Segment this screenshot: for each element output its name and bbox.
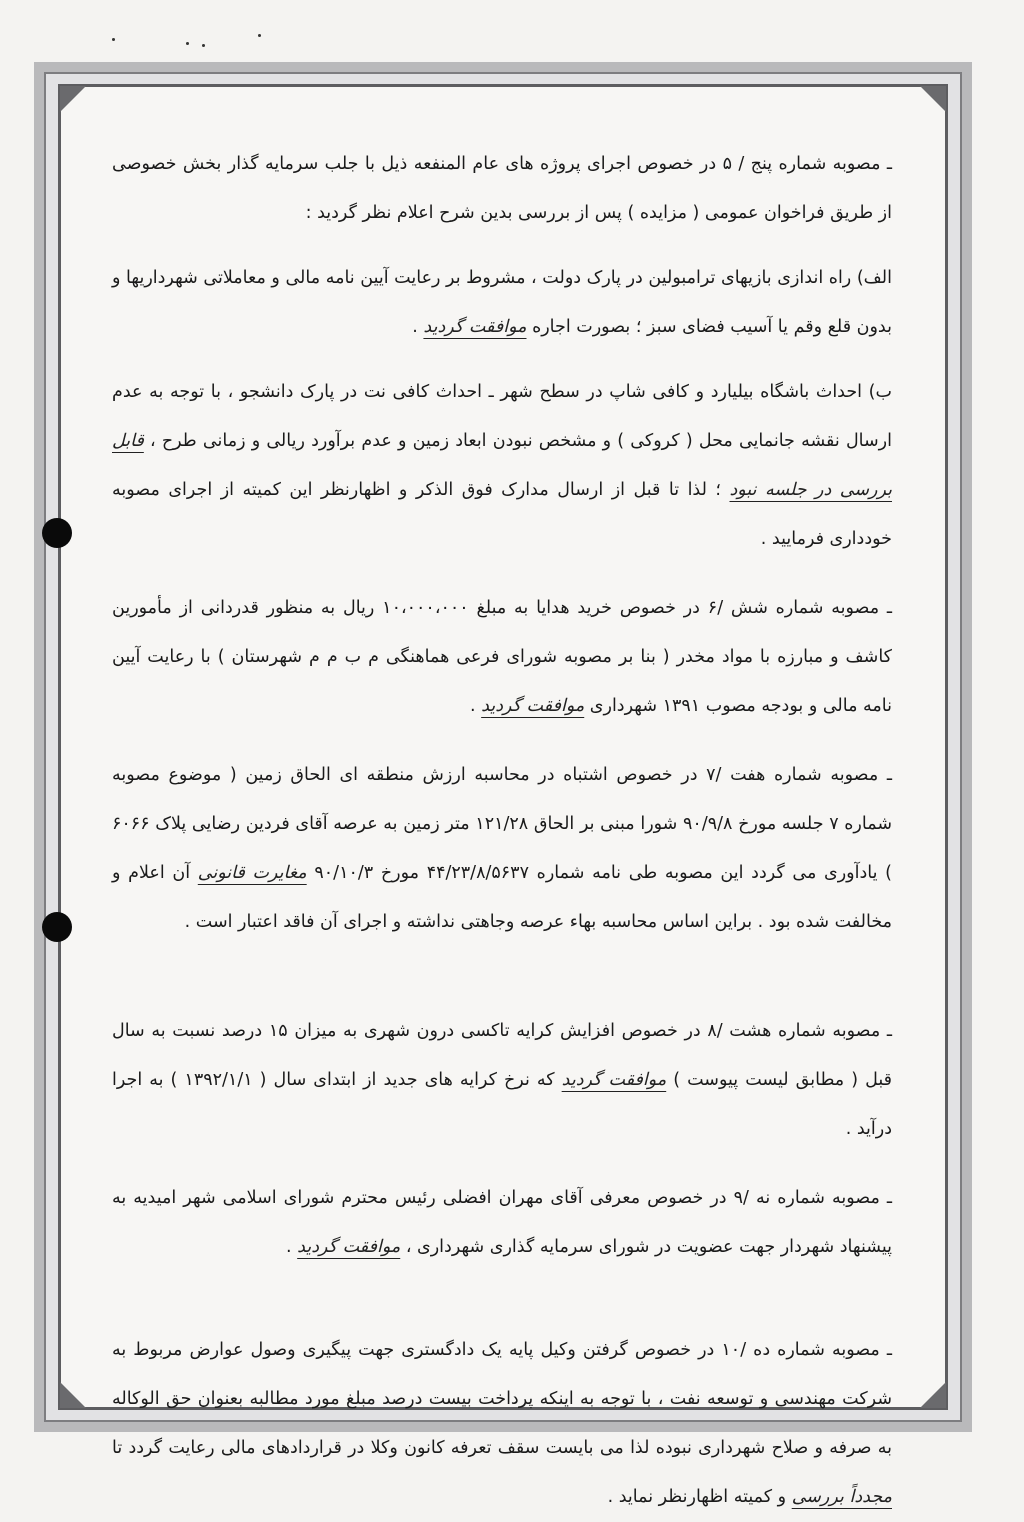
handwritten-approval: موافقت گردید <box>481 696 585 716</box>
paragraph-text: که نرخ کرایه های جدید از ابتدای سال ( ۱۳۹۲/۱/۱ ) به اجرا درآید . <box>112 1070 892 1139</box>
handwritten-note: مغایرت قانونی <box>197 863 307 883</box>
scan-speck <box>202 44 205 47</box>
paragraph-text: ـ مصوبه شماره ده /۱۰ در خصوص گرفتن وکیل پایه یک دادگستری جهت پیگیری وصول عوارض مربوط به شرکت مهندسی و توسعه نفت ، با توجه به اینکه پرداخت بیست درصد مبلغ مورد مطالبه بعنوان حق الوکاله به صرفه و صلاح شهرداری نبوده لذا می بایست سقف تعرفه کانون وکلا در قراردادهای مالی رعایت گردد تا <box>112 1340 892 1458</box>
resolution-9 <box>112 1174 892 1272</box>
punch-hole <box>42 912 72 942</box>
paragraph-text: ـ مصوبه شماره هشت /۸ در خصوص افزایش کرایه تاکسی درون شهری به میزان ۱۵ درصد نسبت به سال قبل ( مطابق لیست پیوست ) <box>112 1021 893 1090</box>
handwritten-approval: موافقت گردید <box>423 317 527 337</box>
border-corner-ornament <box>60 1382 86 1408</box>
resolution-5-item-a <box>112 254 892 352</box>
paragraph-text: ؛ لذا تا قبل از ارسال مدارک فوق الذکر و اظهارنظر این کمیته از اجرای مصوبه خودداری فرمایید . <box>112 480 892 549</box>
border-corner-ornament <box>920 86 946 112</box>
document-body <box>112 140 892 1522</box>
paragraph-text: . <box>412 317 424 337</box>
paragraph-text: . <box>470 696 482 716</box>
handwritten-note: قابل بررسی در جلسه نبود <box>112 431 892 500</box>
resolution-6 <box>112 584 892 731</box>
paragraph-text: . <box>286 1237 298 1257</box>
paragraph-text: ـ مصوبه شماره هفت /۷ در خصوص اشتباه در محاسبه ارزش منطقه ای الحاق زمین ( موضوع مصوبه شماره ۷ جلسه مورخ ۹۰/۹/۸ شورا مبنی بر الحاق ۱۲۱/۲۸ متر زمین به عرصه آقای فردین رضایی پلاک ۶۰۶۶ ) یادآوری می گردد این مصوبه طی نامه شماره ۴۴/۲۳/۸/۵۶۳۷ مورخ ۹۰/۱۰/۳ <box>112 765 892 883</box>
handwritten-approval: موافقت گردید <box>561 1070 667 1090</box>
paragraph-text: آن اعلام و مخالفت شده بود . براین اساس محاسبه بهاء عرصه وجاهتی نداشته و اجرای آن فاقد اعتبار است . <box>112 863 892 932</box>
paragraph-text: ب) احداث باشگاه بیلیارد و کافی شاپ در سطح شهر ـ احداث کافی نت در پارک دانشجو ، با توجه به عدم ارسال نقشه جانمایی محل ( کروکی ) و مشخص نبودن ابعاد زمین و عدم برآورد ریالی و زمانی طرح ، <box>112 382 892 451</box>
resolution-7 <box>112 751 892 947</box>
resolution-8 <box>112 1007 892 1154</box>
border-corner-ornament <box>920 1382 946 1408</box>
resolution-5-item-b <box>112 368 892 564</box>
border-corner-ornament <box>60 86 86 112</box>
scan-speck <box>112 38 115 41</box>
paragraph-text: ـ مصوبه شماره شش /۶ در خصوص خرید هدایا به مبلغ ۱۰،۰۰۰،۰۰۰ ریال به منظور قدردانی از مأمورین کاشف و مبارزه با مواد مخدر ( بنا بر مصوبه شورای فرعی هماهنگی م ب م م شهرستان ) با رعایت آیین نامه مالی و بودجه مصوب ۱۳۹۱ شهرداری <box>112 598 893 716</box>
scan-speck <box>186 42 189 45</box>
paragraph-text: ـ مصوبه شماره پنج / ۵ در خصوص اجرای پروژه های عام المنفعه ذیل با جلب سرمایه گذار بخش خصوصی از طریق فراخوان عمومی ( مزایده ) پس از بررسی بدین شرح اعلام نظر گردید : <box>112 154 892 223</box>
paragraph-text: و کمیته اظهارنظر نماید . <box>607 1487 792 1507</box>
paragraph-text: ـ مصوبه شماره نه /۹ در خصوص معرفی آقای مهران افضلی رئیس محترم شورای اسلامی شهر امیدیه به پیشنهاد شهردار جهت عضویت در شورای سرمایه گذاری شهرداری ، <box>112 1188 892 1257</box>
punch-hole <box>42 518 72 548</box>
handwritten-note: مجدداً بررسی <box>791 1487 892 1507</box>
resolution-10 <box>112 1326 892 1522</box>
resolution-5-intro <box>112 140 892 238</box>
scan-speck <box>258 34 261 37</box>
paragraph-text: الف) راه اندازی بازیهای ترامبولین در پارک دولت ، مشروط بر رعایت آیین نامه مالی و معاملاتی شهرداریها و بدون قلع وقم یا آسیب فضای سبز ؛ بصورت اجاره <box>112 268 892 337</box>
handwritten-approval: موافقت گردید <box>297 1237 401 1257</box>
